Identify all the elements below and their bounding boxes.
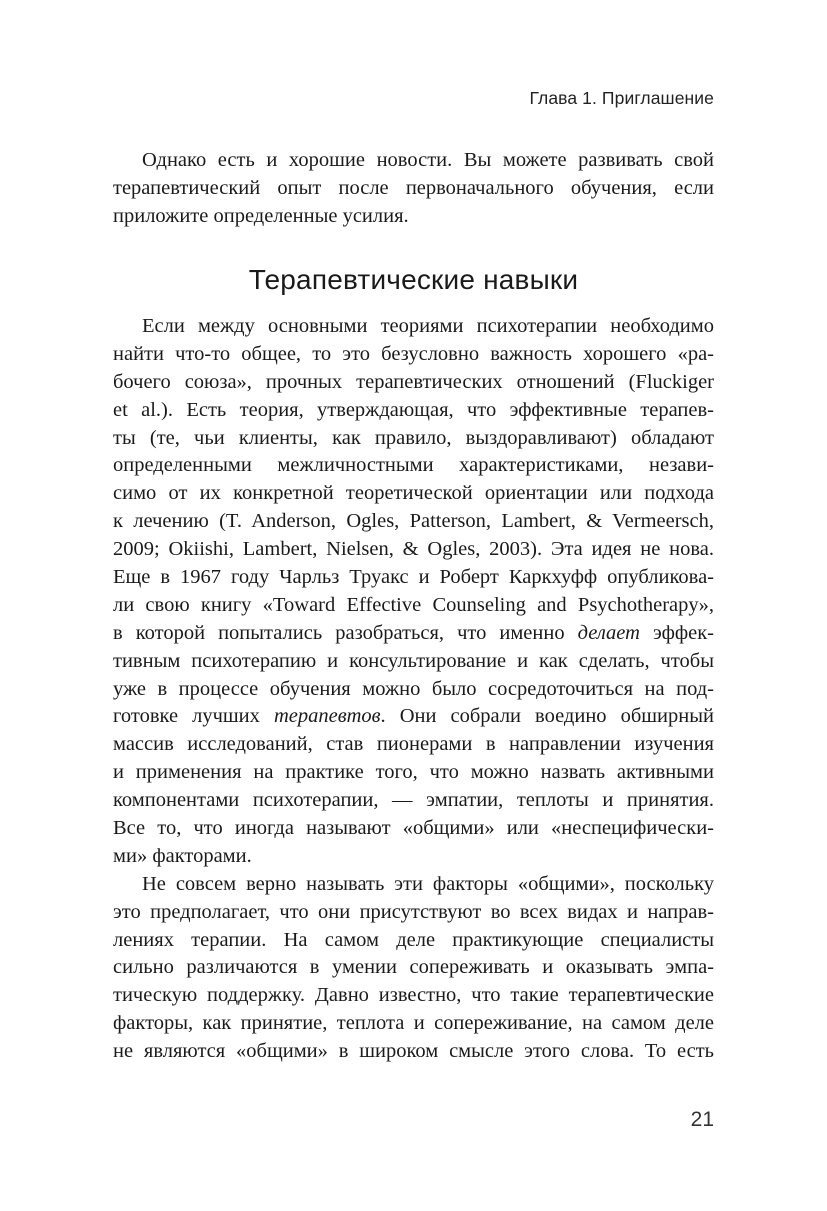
running-header: Глава 1. Приглашение <box>529 88 714 108</box>
paragraph-line: компонентами психотерапии, — эмпатии, теплоты и принятия. <box>113 789 714 812</box>
paragraph-line: Все то, что иногда называют «общими» или «неспецифически- <box>113 817 714 840</box>
paragraph-line: ты (те, чьи клиенты, как правило, выздоравливают) обладают <box>113 426 714 449</box>
paragraph-line <box>113 620 714 648</box>
line-text: в которой попытались разобраться, что именно <box>113 621 578 644</box>
paragraph-line: лениях терапии. На самом деле практикующие специалисты <box>113 928 714 951</box>
paragraph-line: Если между основными теориями психотерапии необходимо <box>142 315 714 337</box>
paragraph-line: к лечению (T. Anderson, Ogles, Patterson, Lambert, & Vermeersch, <box>113 510 714 533</box>
paragraph-line: симо от их конкретной теоретической ориентации или подхода <box>113 482 714 505</box>
paragraph-line: ми» факторами. <box>113 844 252 867</box>
paragraph-line: приложите определенные усилия. <box>113 204 409 227</box>
line-text: готовке лучших <box>113 705 274 728</box>
paragraph-line <box>113 703 714 731</box>
line-text: эффек- <box>639 621 714 644</box>
paragraph-line: тивным психотерапию и консультирование и как сделать, чтобы <box>113 649 714 672</box>
intro-paragraph <box>113 147 714 231</box>
paragraph-line: et al.). Есть теория, утверждающая, что эффективные терапев- <box>113 398 714 421</box>
italic-word: делает <box>577 621 640 644</box>
paragraph-line: бочего союза», прочных терапевтических отношений (Fluckiger <box>113 370 714 393</box>
paragraph-line: тическую поддержку. Давно известно, что такие терапевтические <box>113 984 714 1007</box>
paragraph-line: это предполагает, что они присутствуют во всех видах и направ- <box>113 900 714 923</box>
paragraph-line: факторы, как принятие, теплота и сопереживание, на самом деле <box>113 1012 714 1035</box>
paragraph-line: Не совсем верно называть эти факторы «общими», поскольку <box>142 872 714 895</box>
paragraph-line: массив исследований, став пионерами в направлении изучения <box>113 733 714 756</box>
paragraph-line: и применения на практике того, что можно назвать активными <box>113 761 714 784</box>
italic-word: терапевтов <box>273 705 381 728</box>
paragraph-line: Однако есть и хорошие новости. Вы можете развивать свой <box>142 149 714 171</box>
paragraph-line: 2009; Okiishi, Lambert, Nielsen, & Ogles, 2003). Эта идея не нова. <box>113 538 714 561</box>
paragraph-line: уже в процессе обучения можно было сосредоточиться на под- <box>113 677 714 700</box>
page-number: 21 <box>690 1108 714 1131</box>
paragraph-line: найти что-то общее, то это безусловно важность хорошего «ра- <box>113 342 714 365</box>
paragraph-line: Еще в 1967 году Чарльз Труакс и Роберт Каркхуфф опубликова- <box>113 566 714 589</box>
paragraph-line: не являются «общими» в широком смысле этого слова. То есть <box>113 1040 714 1063</box>
section-heading: Терапевтические навыки <box>248 264 579 295</box>
body-text <box>113 313 714 1066</box>
paragraph-line: сильно различаются в умении сопереживать и оказывать эмпа- <box>113 956 714 979</box>
paragraph-line: ли свою книгу «Toward Effective Counseling and Psychotherapy», <box>113 593 714 616</box>
paragraph-line: терапевтический опыт после первоначального обучения, если <box>113 176 714 199</box>
paragraph-line: определенными межличностными характеристиками, незави- <box>113 454 714 477</box>
line-text: . Они собрали воедино обширный <box>380 705 714 728</box>
